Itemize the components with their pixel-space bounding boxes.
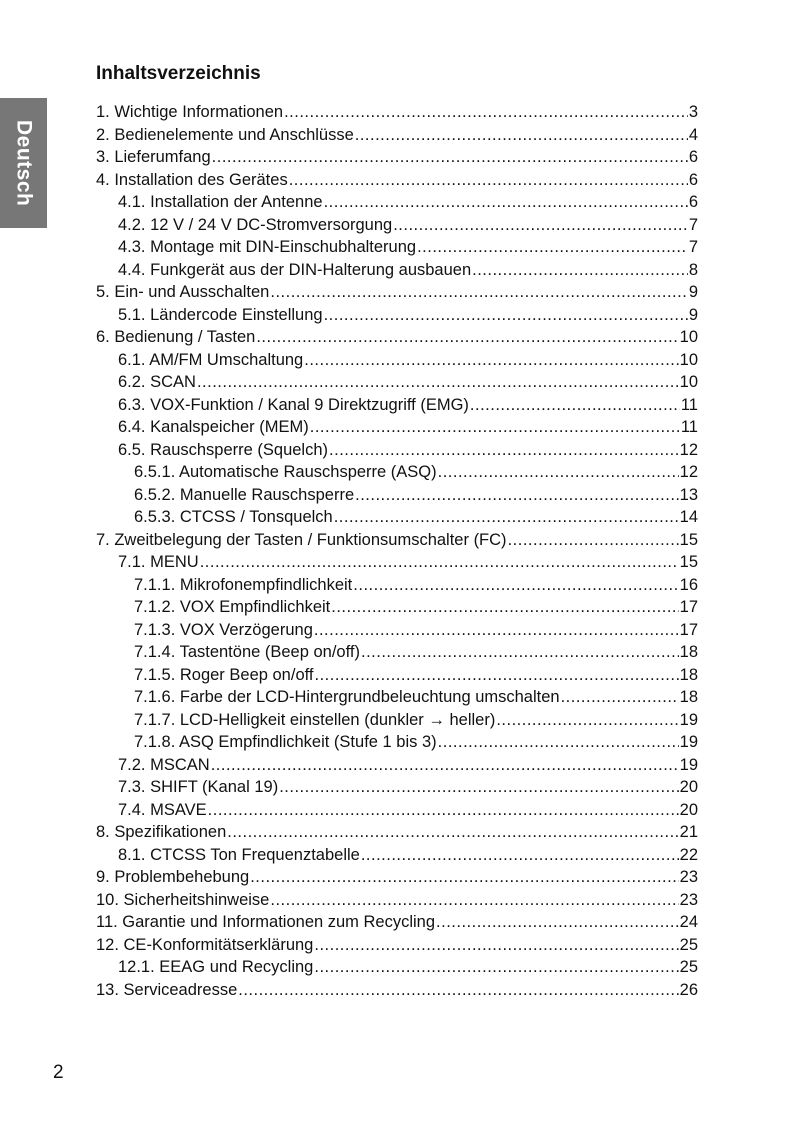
- toc-entry-title: 2. Bedienelemente und Anschlüsse: [96, 125, 354, 144]
- toc-entry-page: 8: [688, 260, 698, 279]
- toc-entry-page: 9: [688, 283, 698, 301]
- toc-entry-page: 11: [680, 418, 698, 436]
- toc-entry-title: 7.1.8. ASQ Empfindlichkeit (Stufe 1 bis 3): [134, 733, 437, 751]
- toc-entry-page: 23: [679, 868, 698, 886]
- toc-leader-dots: [314, 934, 678, 957]
- toc-leader-dots: [417, 236, 688, 259]
- toc-entry[interactable]: [96, 214, 698, 237]
- toc-entry-page: 4: [688, 125, 698, 144]
- toc-entry-page: 17: [679, 598, 698, 616]
- toc-entry-page: 19: [679, 710, 698, 729]
- toc-leader-dots: [197, 371, 679, 394]
- toc-entry-title: 6.1. AM/FM Umschaltung: [118, 350, 304, 369]
- toc-entry[interactable]: [96, 349, 698, 372]
- toc-entry-page: 24: [679, 913, 698, 931]
- toc-entry-title: 7.1. MENU: [118, 553, 199, 571]
- toc-entry-title: 4.2. 12 V / 24 V DC-Stromversorgung: [118, 215, 393, 234]
- page-number: 2: [53, 1062, 64, 1083]
- toc-entry-title: 7.1.7. LCD-Helligkeit einstellen (dunkler → heller): [134, 710, 496, 729]
- toc-entry-title: 3. Lieferumfang: [96, 148, 211, 166]
- toc-leader-dots: [324, 304, 688, 327]
- toc-leader-dots: [329, 439, 679, 462]
- toc-entry-title: 5. Ein- und Ausschalten: [96, 283, 270, 301]
- toc-leader-dots: [355, 124, 688, 147]
- toc-entry-page: 18: [679, 688, 698, 706]
- toc-entry-title: 7.1.1. Mikrofonempfindlichkeit: [134, 575, 353, 594]
- toc-entry[interactable]: [96, 934, 698, 957]
- toc-entry-page: 16: [679, 575, 698, 594]
- toc-entry-title: 6.2. SCAN: [118, 373, 196, 391]
- toc-entry-page: 20: [679, 778, 698, 796]
- toc-entry-title: 8. Spezifikationen: [96, 823, 227, 841]
- toc-entry-page: 19: [679, 755, 698, 774]
- toc-entry-title: 6.5. Rauschsperre (Squelch): [118, 440, 329, 459]
- toc-entry-page: 12: [679, 463, 698, 481]
- toc-leader-dots: [314, 956, 678, 979]
- toc-leader-dots: [472, 259, 688, 282]
- toc-entry-page: 20: [679, 800, 698, 819]
- toc-entry-page: 23: [679, 890, 698, 909]
- toc-entry-page: 12: [679, 440, 698, 459]
- toc-entry[interactable]: [96, 484, 698, 507]
- toc-leader-dots: [436, 911, 679, 934]
- toc-leader-dots: [508, 529, 679, 552]
- toc-entry[interactable]: [96, 574, 698, 597]
- toc-entry[interactable]: [96, 281, 698, 304]
- toc-entry-page: 10: [679, 350, 698, 369]
- toc-entry[interactable]: [96, 799, 698, 822]
- toc-leader-dots: [250, 866, 678, 889]
- toc-leader-dots: [211, 754, 679, 777]
- toc-entry-page: 7: [688, 238, 698, 256]
- toc-entry-page: 26: [679, 980, 698, 999]
- toc-entry[interactable]: [96, 124, 698, 147]
- toc-entry[interactable]: [96, 461, 698, 484]
- toc-entry[interactable]: [96, 821, 698, 844]
- toc-leader-dots: [256, 326, 678, 349]
- toc-entry-page: 17: [679, 620, 698, 639]
- toc-entry-page: 21: [679, 823, 698, 841]
- toc-entry-title: 10. Sicherheitshinweise: [96, 890, 270, 909]
- toc-leader-dots: [227, 821, 678, 844]
- toc-entry[interactable]: [96, 304, 698, 327]
- toc-entry[interactable]: [96, 911, 698, 934]
- toc-leader-dots: [361, 641, 679, 664]
- toc-entry[interactable]: [96, 866, 698, 889]
- toc-leader-dots: [200, 551, 679, 574]
- toc-entry[interactable]: [96, 776, 698, 799]
- toc-entry-title: 6.5.1. Automatische Rauschsperre (ASQ): [134, 463, 437, 481]
- toc-entry-title: 7.2. MSCAN: [118, 755, 210, 774]
- toc-entry[interactable]: [96, 439, 698, 462]
- toc-entry[interactable]: [96, 551, 698, 574]
- toc-entry-page: 13: [679, 485, 698, 504]
- toc-entry-title: 7.3. SHIFT (Kanal 19): [118, 778, 279, 796]
- toc-entry-title: 6.5.3. CTCSS / Tonsquelch: [134, 508, 333, 526]
- toc-entry-page: 19: [679, 733, 698, 751]
- toc-entry[interactable]: [96, 956, 698, 979]
- toc-entry-page: 25: [679, 958, 698, 976]
- toc-leader-dots: [438, 731, 679, 754]
- toc-entry[interactable]: [96, 371, 698, 394]
- toc-leader-dots: [279, 776, 678, 799]
- toc-entry-page: 6: [688, 170, 698, 189]
- toc-entry-page: 18: [679, 665, 698, 684]
- toc-leader-dots: [315, 664, 679, 687]
- toc-entry-title: 4.4. Funkgerät aus der DIN-Halterung ausbauen: [118, 260, 472, 279]
- toc-entry-title: 7.1.6. Farbe der LCD-Hintergrundbeleuchtung umschalten: [134, 688, 560, 706]
- toc-entry[interactable]: [96, 326, 698, 349]
- toc-entry[interactable]: [96, 101, 698, 124]
- toc-entry-page: 22: [679, 845, 698, 864]
- toc-entry-title: 6.4. Kanalspeicher (MEM): [118, 418, 309, 436]
- toc-entry[interactable]: [96, 236, 698, 259]
- toc-entry-page: 10: [679, 373, 698, 391]
- toc-entry[interactable]: [96, 979, 698, 1002]
- toc-entry-title: 8.1. CTCSS Ton Frequenztabelle: [118, 845, 360, 864]
- toc-entry-page: 3: [688, 103, 698, 121]
- toc-entry[interactable]: [96, 506, 698, 529]
- toc-entry[interactable]: [96, 259, 698, 282]
- toc-entry-title: 7.1.5. Roger Beep on/off: [134, 665, 314, 684]
- language-tab-label: Deutsch: [12, 119, 36, 207]
- toc-leader-dots: [496, 709, 678, 732]
- toc-leader-dots: [284, 101, 688, 124]
- toc-leader-dots: [393, 214, 688, 237]
- toc-entry-title: 7. Zweitbelegung der Tasten / Funktionsumschalter (FC): [96, 530, 507, 549]
- toc-entry-title: 4.1. Installation der Antenne: [118, 193, 323, 211]
- toc-leader-dots: [289, 169, 688, 192]
- toc-leader-dots: [561, 686, 679, 709]
- toc-entry[interactable]: [96, 394, 698, 417]
- toc-entry[interactable]: [96, 619, 698, 642]
- toc-entry-page: 11: [680, 395, 698, 414]
- toc-entry-title: 5.1. Ländercode Einstellung: [118, 305, 323, 324]
- toc-entry-title: 11. Garantie und Informationen zum Recycling: [96, 913, 436, 931]
- toc-entry-page: 18: [679, 643, 698, 661]
- toc-entry[interactable]: [96, 596, 698, 619]
- toc-entry-title: 7.1.2. VOX Empfindlichkeit: [134, 598, 331, 616]
- toc-leader-dots: [212, 146, 688, 169]
- toc-entry-page: 9: [688, 305, 698, 324]
- toc-entry[interactable]: [96, 754, 698, 777]
- toc-entry-title: 7.1.3. VOX Verzögerung: [134, 620, 313, 639]
- toc-entry[interactable]: [96, 146, 698, 169]
- toc-entry-page: 14: [679, 508, 698, 526]
- toc-leader-dots: [331, 596, 678, 619]
- toc-entry-title: 9. Problembehebung: [96, 868, 250, 886]
- page-title: Inhaltsverzeichnis: [96, 63, 261, 84]
- toc-leader-dots: [238, 979, 678, 1002]
- toc-entry-title: 12.1. EEAG und Recycling: [118, 958, 314, 976]
- toc-leader-dots: [334, 506, 679, 529]
- language-side-tab: [0, 98, 47, 228]
- toc-leader-dots: [438, 461, 679, 484]
- toc-leader-dots: [314, 619, 679, 642]
- toc-leader-dots: [361, 844, 679, 867]
- toc-entry-title: 4.3. Montage mit DIN-Einschubhalterung: [118, 238, 417, 256]
- table-of-contents: [96, 101, 698, 1001]
- toc-entry-page: 25: [679, 935, 698, 954]
- toc-leader-dots: [270, 889, 678, 912]
- toc-entry-title: 13. Serviceadresse: [96, 980, 238, 999]
- toc-leader-dots: [208, 799, 679, 822]
- toc-entry-title: 12. CE-Konformitätserklärung: [96, 935, 314, 954]
- toc-entry-page: 6: [688, 193, 698, 211]
- toc-entry[interactable]: [96, 169, 698, 192]
- toc-entry[interactable]: [96, 664, 698, 687]
- toc-entry-title: 6.5.2. Manuelle Rauschsperre: [134, 485, 355, 504]
- toc-entry[interactable]: [96, 889, 698, 912]
- toc-entry-page: 15: [679, 553, 698, 571]
- toc-leader-dots: [470, 394, 680, 417]
- toc-leader-dots: [324, 191, 688, 214]
- toc-entry-title: 7.4. MSAVE: [118, 800, 207, 819]
- toc-entry-page: 10: [679, 328, 698, 346]
- toc-entry[interactable]: [96, 731, 698, 754]
- toc-entry[interactable]: [96, 844, 698, 867]
- toc-entry-title: 6. Bedienung / Tasten: [96, 328, 256, 346]
- toc-entry-page: 7: [688, 215, 698, 234]
- toc-entry[interactable]: [96, 529, 698, 552]
- toc-entry[interactable]: [96, 191, 698, 214]
- toc-leader-dots: [310, 416, 680, 439]
- toc-entry[interactable]: [96, 416, 698, 439]
- toc-entry[interactable]: [96, 641, 698, 664]
- toc-entry-title: 6.3. VOX-Funktion / Kanal 9 Direktzugriff (EMG): [118, 395, 469, 414]
- toc-leader-dots: [304, 349, 678, 372]
- toc-entry-title: 1. Wichtige Informationen: [96, 103, 284, 121]
- toc-leader-dots: [355, 484, 679, 507]
- toc-leader-dots: [270, 281, 687, 304]
- toc-entry-title: 7.1.4. Tastentöne (Beep on/off): [134, 643, 360, 661]
- toc-entry-title: 4. Installation des Gerätes: [96, 170, 288, 189]
- toc-entry[interactable]: [96, 709, 698, 732]
- toc-entry-page: 6: [688, 148, 698, 166]
- toc-entry[interactable]: [96, 686, 698, 709]
- toc-entry-page: 15: [679, 530, 698, 549]
- toc-leader-dots: [353, 574, 678, 597]
